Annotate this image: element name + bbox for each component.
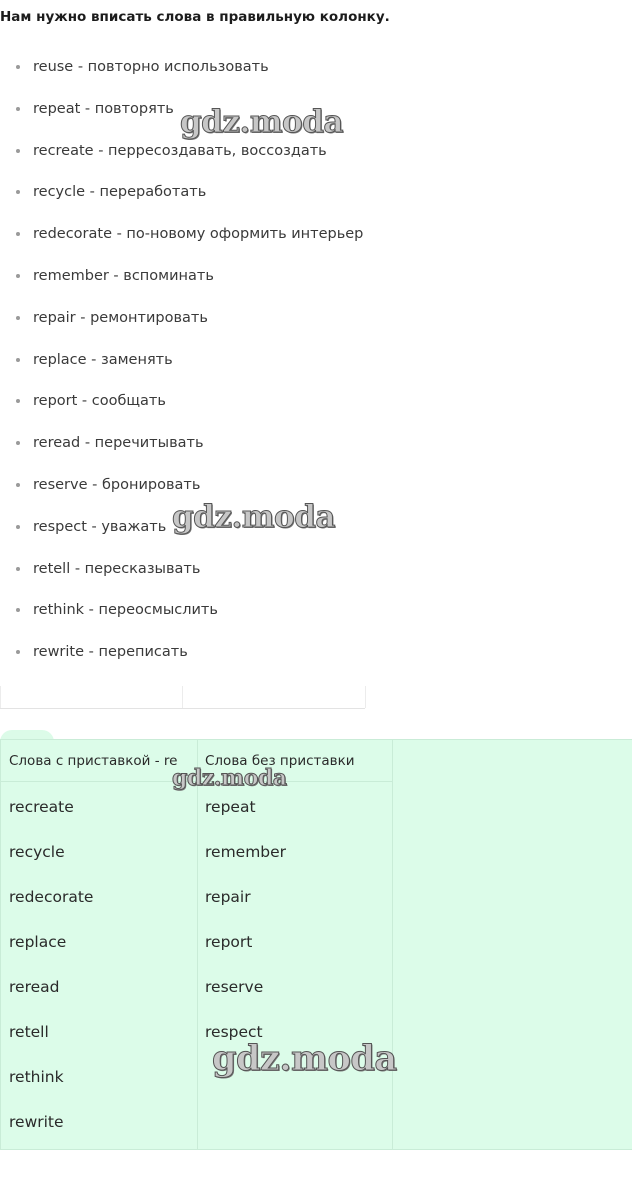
bullet-icon (16, 399, 20, 403)
word-translation: retell - пересказывать (33, 560, 201, 577)
column-cells (1, 785, 197, 1145)
bullet-icon (16, 441, 20, 445)
word-translation: recreate - перресоздавать, воссоздать (33, 142, 327, 159)
column-header (1, 740, 197, 782)
table-cell: recreate (9, 798, 74, 816)
list-item (0, 424, 632, 466)
list-item (0, 257, 632, 299)
bullet-icon (16, 650, 20, 654)
list-item (0, 48, 632, 90)
bullet-icon (16, 316, 20, 320)
word-translation: reuse - повторно использовать (33, 59, 269, 75)
bullet-icon (16, 65, 20, 69)
bullet-icon (16, 274, 20, 278)
column-without-prefix (197, 740, 393, 1149)
table-cell: rethink (9, 1068, 64, 1086)
watermark-logo: gdz.moda (180, 104, 343, 140)
word-translation: rethink - переосмыслить (33, 602, 218, 619)
word-translation: redecorate - по-новому оформить интерьер (33, 226, 364, 243)
table-cell: reserve (205, 978, 264, 996)
column-cells (197, 785, 392, 1055)
task-heading: Нам нужно вписать слова в правильную колонку. (0, 9, 390, 25)
bullet-icon (16, 107, 20, 111)
table-cell: recycle (9, 843, 65, 861)
bullet-icon (16, 358, 20, 362)
table-cell: retell (9, 1023, 49, 1041)
list-item (0, 382, 632, 424)
list-item (0, 591, 632, 633)
bullet-icon (16, 525, 20, 529)
word-translation: repair - ремонтировать (33, 309, 208, 326)
word-translation: reread - перечитывать (33, 435, 204, 452)
table-cell: report (205, 933, 253, 951)
bullet-icon (16, 232, 20, 236)
word-translation: remember - вспоминать (33, 267, 214, 284)
column-header-label: Слова с приставкой - re (9, 753, 178, 769)
watermark-logo: gdz.moda (212, 1038, 397, 1079)
empty-table (0, 686, 365, 709)
bullet-icon (16, 608, 20, 612)
list-item (0, 550, 632, 592)
table-cell: redecorate (9, 888, 94, 906)
watermark-logo: gdz.moda (172, 765, 287, 791)
word-translation: reserve - бронировать (33, 476, 201, 493)
answer-table (0, 740, 393, 1149)
watermark-logo: gdz.moda (172, 499, 335, 535)
table-cell: replace (9, 933, 67, 951)
word-translation: rewrite - переписать (33, 644, 188, 661)
empty-table-cell (0, 686, 183, 708)
column-header-label: Слова без приставки (205, 753, 355, 769)
table-cell: repeat (205, 798, 256, 816)
bullet-icon (16, 190, 20, 194)
answer-panel (0, 739, 632, 1150)
word-translation: report - сообщать (33, 393, 166, 410)
list-item (0, 215, 632, 257)
bullet-icon (16, 149, 20, 153)
bullet-icon (16, 483, 20, 487)
word-translation: recycle - переработать (33, 184, 207, 201)
word-list (0, 48, 632, 675)
empty-table-cell (182, 686, 366, 708)
list-item (0, 299, 632, 341)
bullet-icon (16, 567, 20, 571)
table-cell: respect (205, 1023, 263, 1041)
table-cell: reread (9, 978, 60, 996)
word-translation: replace - заменять (33, 351, 173, 368)
word-translation: repeat - повторять (33, 100, 174, 117)
table-cell: repair (205, 888, 251, 906)
column-with-prefix (0, 740, 198, 1149)
word-translation: respect - уважать (33, 518, 167, 535)
list-item (0, 341, 632, 383)
table-cell: remember (205, 843, 287, 861)
list-item (0, 173, 632, 215)
table-cell: rewrite (9, 1113, 64, 1131)
list-item (0, 633, 632, 675)
